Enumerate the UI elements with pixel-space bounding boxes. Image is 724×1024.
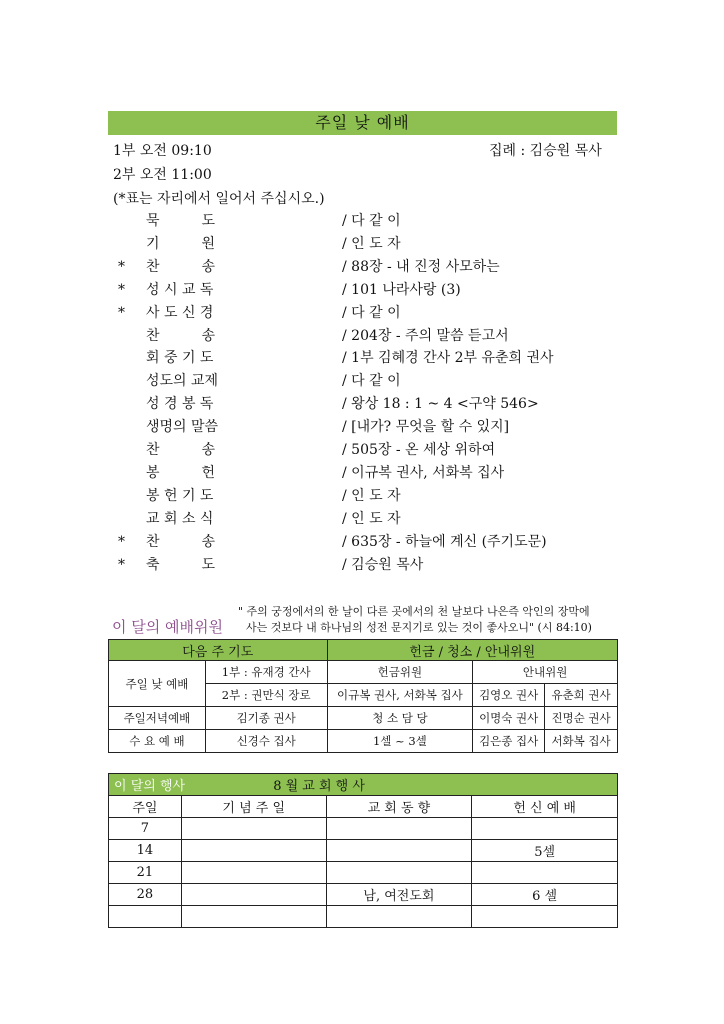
order-value: / 김승원 목사 — [342, 556, 424, 573]
table-cell: 김은종 집사 — [473, 730, 545, 753]
order-value: / 다 같 이 — [342, 373, 401, 390]
order-label: 사 도 신 경 — [146, 304, 214, 321]
row-label: 수 요 예 배 — [109, 730, 206, 753]
column-header: 헌 신 예 배 — [472, 796, 618, 818]
table-cell — [109, 906, 182, 928]
table-cell: 1부 : 유재경 간사 — [205, 661, 327, 684]
table-row — [109, 840, 618, 862]
events-header-left: 이 달의 행사 — [114, 779, 186, 794]
table-row — [109, 884, 618, 906]
column-header: 교 회 동 향 — [326, 796, 472, 818]
table-cell — [326, 862, 472, 884]
table-cell: 남, 여전도회 — [326, 884, 472, 906]
table-cell: 신경수 집사 — [205, 730, 327, 753]
table-cell — [181, 818, 326, 840]
table-row — [109, 707, 618, 730]
events-table — [108, 773, 618, 928]
row-label: 주일저녁예배 — [109, 707, 206, 730]
table-cell: 유춘희 권사 — [545, 684, 618, 707]
order-value: / 88장 - 내 진정 사모하는 — [342, 258, 500, 275]
table-cell: 7 — [109, 818, 182, 840]
table-cell: 헌금위원 — [327, 661, 473, 684]
column-header: 기 념 주 일 — [181, 796, 326, 818]
stand-marker: * — [118, 533, 125, 550]
order-value: / [내가? 무엇을 할 수 있지] — [342, 419, 510, 436]
table-cell — [472, 906, 618, 928]
table-cell: 28 — [109, 884, 182, 906]
table-cell — [472, 862, 618, 884]
table-row — [109, 818, 618, 840]
table-cell: 이규복 권사, 서화복 집사 — [327, 684, 473, 707]
table-cell: 21 — [109, 862, 182, 884]
table-row — [109, 774, 618, 796]
stand-marker: * — [118, 258, 125, 275]
order-value: / 왕상 18 : 1 ~ 4 <구약 546> — [342, 396, 539, 413]
order-label: 성도의 교제 — [146, 373, 219, 390]
order-label: 성 시 교 독 — [146, 281, 214, 298]
row-label: 주일 낮 예배 — [109, 661, 206, 707]
order-value: / 505장 - 온 세상 위하여 — [342, 442, 496, 458]
stand-marker: * — [118, 281, 125, 298]
stand-marker: * — [118, 556, 125, 573]
order-label: 찬 송 — [146, 533, 216, 550]
order-value: / 다 같 이 — [342, 304, 401, 321]
stand-marker: * — [118, 304, 125, 321]
order-value: / 204장 - 주의 말씀 듣고서 — [342, 327, 509, 344]
order-value: / 이규복 권사, 서화복 집사 — [342, 464, 505, 481]
table-row — [109, 796, 618, 818]
table-cell: 5셀 — [472, 840, 618, 862]
table-cell: 1셀 ~ 3셀 — [327, 730, 473, 753]
table-cell — [472, 818, 618, 840]
order-value: / 인 도 자 — [342, 510, 401, 527]
table-cell: 청 소 담 당 — [327, 707, 473, 730]
order-label: 성 경 봉 독 — [146, 396, 214, 413]
table-cell — [181, 906, 326, 928]
order-label: 생명의 말씀 — [146, 419, 219, 436]
table-cell: 진명순 권사 — [545, 707, 618, 730]
order-value: / 101 나라사랑 (3) — [342, 281, 461, 298]
order-label: 회 중 기 도 — [146, 350, 214, 367]
order-value: / 다 같 이 — [342, 213, 401, 229]
table-row — [109, 730, 618, 753]
order-label: 봉 헌 — [146, 464, 216, 481]
order-label: 기 원 — [146, 235, 216, 252]
table-cell: 김기종 권사 — [205, 707, 327, 730]
page-title: 주일 낮 예배 — [108, 111, 617, 135]
order-label: 축 도 — [146, 556, 216, 573]
order-label: 찬 송 — [146, 258, 216, 275]
events-header-center: 8 월 교 회 행 사 — [273, 779, 365, 794]
standing-note: (*표는 자리에서 일어서 주십시오.) — [113, 191, 325, 207]
verse-line-1: " 주의 궁정에서의 한 날이 다른 곳에서의 천 날보다 나은즉 악인의 장막에 — [238, 605, 590, 618]
table-cell — [326, 840, 472, 862]
header-offering: 헌금 / 청소 / 안내위원 — [327, 640, 617, 661]
monthly-committee-title: 이 달의 예배위원 — [112, 618, 223, 636]
first-service-time: 1부 오전 09:10 — [113, 143, 212, 159]
order-label: 찬 송 — [146, 442, 216, 458]
order-value: / 인 도 자 — [342, 235, 401, 252]
table-row — [109, 862, 618, 884]
column-header: 주일 — [109, 796, 182, 818]
scripture-verse — [238, 604, 618, 636]
second-service-time: 2부 오전 11:00 — [113, 167, 212, 183]
order-label: 찬 송 — [146, 327, 216, 344]
events-header — [109, 774, 618, 796]
table-cell: 안내위원 — [473, 661, 618, 684]
table-cell — [181, 862, 326, 884]
table-cell: 김영오 권사 — [473, 684, 545, 707]
committee-table — [108, 639, 618, 753]
table-cell — [326, 906, 472, 928]
header-prayer: 다음 주 기도 — [109, 640, 328, 661]
table-cell: 6 셀 — [472, 884, 618, 906]
table-row — [109, 661, 618, 684]
order-value: / 1부 김혜경 간사 2부 유춘희 권사 — [342, 350, 554, 367]
table-cell — [181, 884, 326, 906]
table-cell: 이명숙 권사 — [473, 707, 545, 730]
order-label: 봉 헌 기 도 — [146, 487, 214, 504]
table-cell: 서화복 집사 — [545, 730, 618, 753]
table-cell: 14 — [109, 840, 182, 862]
table-row — [109, 906, 618, 928]
order-value: / 635장 - 하늘에 계신 (주기도문) — [342, 533, 547, 550]
order-value: / 인 도 자 — [342, 487, 401, 504]
verse-line-2: 사는 것보다 내 하나님의 성전 문지기로 있는 것이 좋사오니" (시 84:10) — [246, 621, 592, 634]
table-row — [109, 640, 618, 661]
service-leader: 집례 : 김승원 목사 — [489, 143, 602, 159]
order-label: 묵 도 — [146, 213, 216, 229]
table-cell — [181, 840, 326, 862]
table-cell — [326, 818, 472, 840]
table-cell: 2부 : 권만식 장로 — [205, 684, 327, 707]
order-label: 교 회 소 식 — [146, 510, 214, 527]
